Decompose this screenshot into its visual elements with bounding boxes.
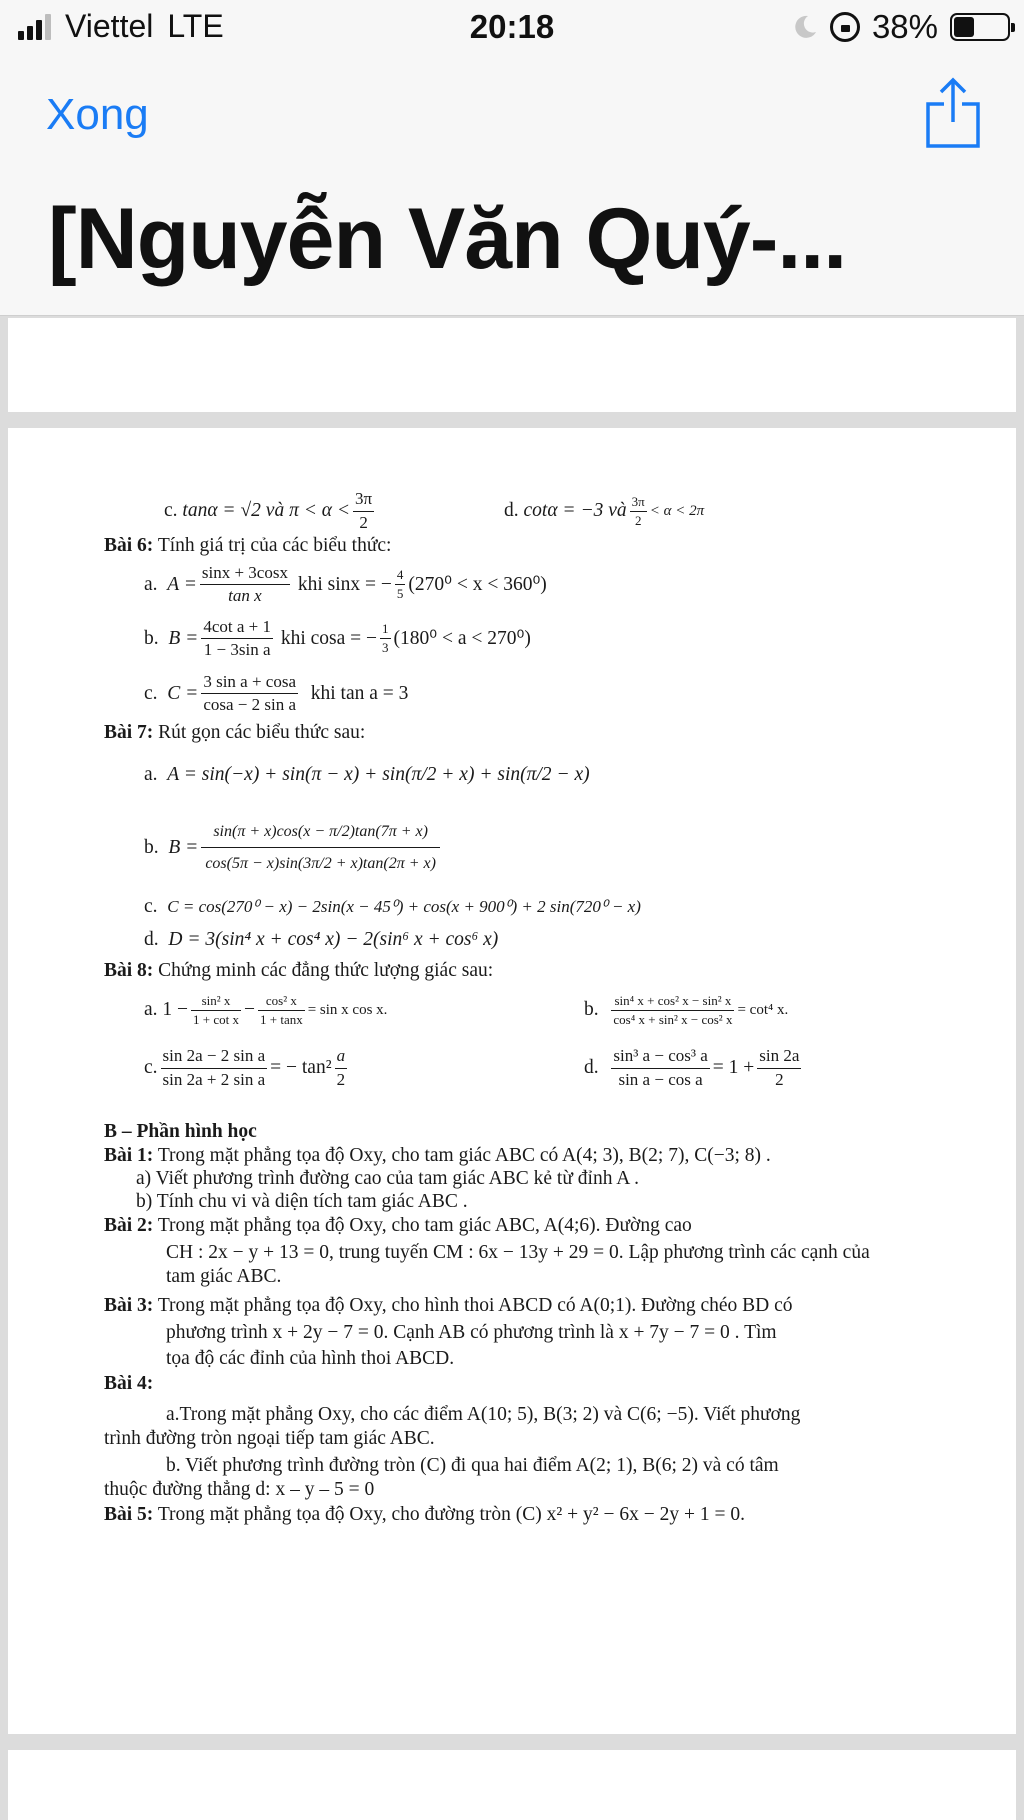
expr-c: tanα = √2 và π < α <: [182, 500, 351, 522]
bai7-b: b. B = $\frac{\sin(\pi + x)\cos(x - \pi/2)\tan(7\pi + x)}{\cos(5\pi - x)\sin(3\pi/2 + x)\tan(2\pi + x)}$: [104, 805, 938, 891]
fraction: $\frac{\text{sin⁴ x + cos² x − sin² x}}{\text{cos⁴ x + sin² x − cos² x}}$: [613, 993, 733, 1027]
geo-bai2: Bài 2: Trong mặt phẳng tọa độ Oxy, cho tam giác ABC, A(4;6). Đường cao: [104, 1214, 692, 1236]
bai8-ab: a. 1 − $\frac{\text{sin² x}}{\text{1 + cot x}}$ − $\frac{\text{cos² x}}{1 + \tan x}$ = sin x cos x. b. $\frac{\text{sin⁴ x + cos² x − sin² x}}{\text{cos⁴ x + sin² x − cos² x}}$ = cot⁴ x.: [144, 993, 789, 1027]
next-page: [8, 1750, 1016, 1820]
status-right: [792, 8, 1010, 46]
fraction: $\frac{a}{2}$: [336, 1046, 346, 1089]
battery-percent: 38%: [871, 8, 938, 45]
battery-fill: [954, 17, 974, 37]
network-label: LTE: [167, 8, 224, 44]
item-label: d.: [504, 500, 519, 522]
previous-page: [8, 318, 1016, 412]
clock: 20:18: [469, 8, 555, 45]
geo-bai2-line3: tam giác ABC.: [166, 1265, 282, 1287]
bai7-d: d. D = 3(sin⁴ x + cos⁴ x) − 2(sin⁶ x + cos⁶ x): [144, 929, 499, 951]
document-page: [8, 428, 1016, 1734]
orientation-lock-icon: [830, 12, 860, 42]
geo-bai1-b: b) Tính chu vi và diện tích tam giác ABC .: [136, 1191, 468, 1213]
geo-bai5: Bài 5: Trong mặt phẳng tọa độ Oxy, cho đường tròn (C) x² + y² − 6x − 2y + 1 = 0.: [104, 1504, 745, 1526]
geo-bai4-a1: a.Trong mặt phẳng Oxy, cho các điểm A(10; 5), B(3; 2) và C(6; −5). Viết phương: [166, 1404, 801, 1426]
battery-icon: [950, 13, 1010, 41]
fraction: $\frac{\text{cos² x}}{1 + \tan x}$: [260, 993, 303, 1027]
fraction: $\frac{\sin 2a}{2}$: [759, 1046, 800, 1089]
bai6-a: a. A = $\frac{\sin x + 3\cos x}{\text{tan x}}$ khi sinx = − $\frac{4}{5}$ (270⁰ < x < 360⁰): [144, 562, 547, 605]
fraction: $\frac{\text{4cot a + 1}}{\text{1 − 3sin a}}$: [203, 616, 271, 659]
section-b-heading: B – Phần hình học: [104, 1121, 257, 1143]
done-button[interactable]: Xong: [46, 90, 149, 139]
carrier-label: Viettel: [65, 8, 154, 44]
bai7-heading: Bài 7: Rút gọn các biểu thức sau:: [104, 722, 366, 744]
status-bar: [0, 0, 1024, 56]
bai8-b: b. $\frac{\text{sin⁴ x + cos² x − sin² x}}{\text{cos⁴ x + sin² x − cos² x}}$ = cot⁴ x.: [584, 993, 789, 1027]
fraction: $\frac{\sin x + 3\cos x}{\text{tan x}}$: [201, 562, 288, 605]
expr-d: cotα = −3 và: [523, 500, 627, 522]
geo-bai1: Bài 1: Trong mặt phẳng tọa độ Oxy, cho tam giác ABC có A(4; 3), B(2; 7), C(−3; 8) .: [104, 1144, 771, 1166]
fraction: $\frac{4}{5}$: [396, 567, 404, 601]
bai7-c: c. C = cos(270⁰ − x) − 2sin(x − 45⁰) + cos(x + 900⁰) + 2 sin(720⁰ − x): [144, 896, 641, 918]
geo-bai4-heading: Bài 4:: [104, 1373, 154, 1395]
line-cd: [104, 488, 938, 534]
item-label: c.: [164, 500, 178, 522]
expr-d-tail: < α < 2π: [649, 503, 705, 519]
bai8-cd: c. $\frac{\text{sin 2a − 2 sin a}}{\text{sin 2a + 2 sin a}}$ = − tan² $\frac{a}{2}$ d. $\frac{\text{sin³ a − cos³ a}}{\text{sin a − cos a}}$ = 1 + $\frac{\sin 2a}{2}$: [104, 1038, 938, 1098]
geo-bai1-a: a) Viết phương trình đường cao của tam giác ABC kẻ từ đỉnh A .: [136, 1167, 640, 1189]
bai6-c: c. C = $\frac{\text{3 sin a + cosa}}{\text{cosa − 2 sin a}}$ khi tan a = 3: [144, 671, 409, 714]
geo-bai3-line2: phương trình x + 2y − 7 = 0. Cạnh AB có phương trình là x + 7y − 7 = 0 . Tìm: [166, 1322, 777, 1344]
bai6-heading: Bài 6: Tính giá trị của các biểu thức:: [104, 535, 392, 556]
fraction: $\frac{3\pi}{2}$: [355, 489, 373, 532]
share-icon[interactable]: [924, 76, 982, 150]
bai7-a: a. A = sin(−x) + sin(π − x) + sin(π/2 + x) + sin(π/2 − x): [144, 764, 590, 786]
bai6-b: b. B = $\frac{\text{4cot a + 1}}{\text{1 − 3sin a}}$ khi cosa = − $\frac{1}{3}$ (180⁰ < a < 270⁰): [144, 616, 531, 659]
do-not-disturb-icon: [792, 14, 818, 40]
geo-bai3: Bài 3: Trong mặt phẳng tọa độ Oxy, cho hình thoi ABCD có A(0;1). Đường chéo BD có: [104, 1294, 793, 1316]
navigation-header: [0, 56, 1024, 316]
geo-bai3-line3: tọa độ các đỉnh của hình thoi ABCD.: [166, 1347, 455, 1369]
bai8-d: d. $\frac{\text{sin³ a − cos³ a}}{\text{sin a − cos a}}$ = 1 + $\frac{\sin 2a}{2}$: [584, 1046, 800, 1089]
fraction: $\frac{\sin(\pi + x)\cos(x - \pi/2)\tan(7\pi + x)}{\cos(5\pi - x)\sin(3\pi/2 + x)\tan(2\pi + x)}$: [201, 816, 440, 879]
geo-bai4-b2: thuộc đường thẳng d: x – y – 5 = 0: [104, 1478, 375, 1500]
geo-bai2-line2: CH : 2x − y + 13 = 0, trung tuyến CM : 6x − 13y + 29 = 0. Lập phương trình các cạnh của: [166, 1242, 870, 1264]
page-content: [104, 488, 938, 1526]
geo-bai4-b1: b. Viết phương trình đường tròn (C) đi qua hai điểm A(2; 1), B(6; 2) và có tâm: [166, 1455, 779, 1477]
fraction: $\frac{\text{3 sin a + cosa}}{\text{cosa − 2 sin a}}$: [203, 671, 297, 714]
fraction: $\frac{\text{sin 2a − 2 sin a}}{\text{sin 2a + 2 sin a}}$: [162, 1046, 266, 1089]
expr-d-wrap: [504, 494, 704, 528]
fraction: $\frac{\text{sin³ a − cos³ a}}{\text{sin a − cos a}}$: [613, 1046, 708, 1089]
fraction: $\frac{\text{sin² x}}{\text{1 + cot x}}$: [193, 993, 239, 1027]
fraction: $\frac{1}{3}$: [382, 621, 389, 655]
document-title: [Nguyễn Văn Quý-...: [48, 191, 847, 287]
geo-bai4-a2: trình đường tròn ngoại tiếp tam giác ABC.: [104, 1427, 435, 1449]
bai8-heading: Bài 8: Chứng minh các đẳng thức lượng giác sau:: [104, 959, 494, 981]
fraction: $\frac{3\pi}{2}$: [631, 493, 645, 528]
